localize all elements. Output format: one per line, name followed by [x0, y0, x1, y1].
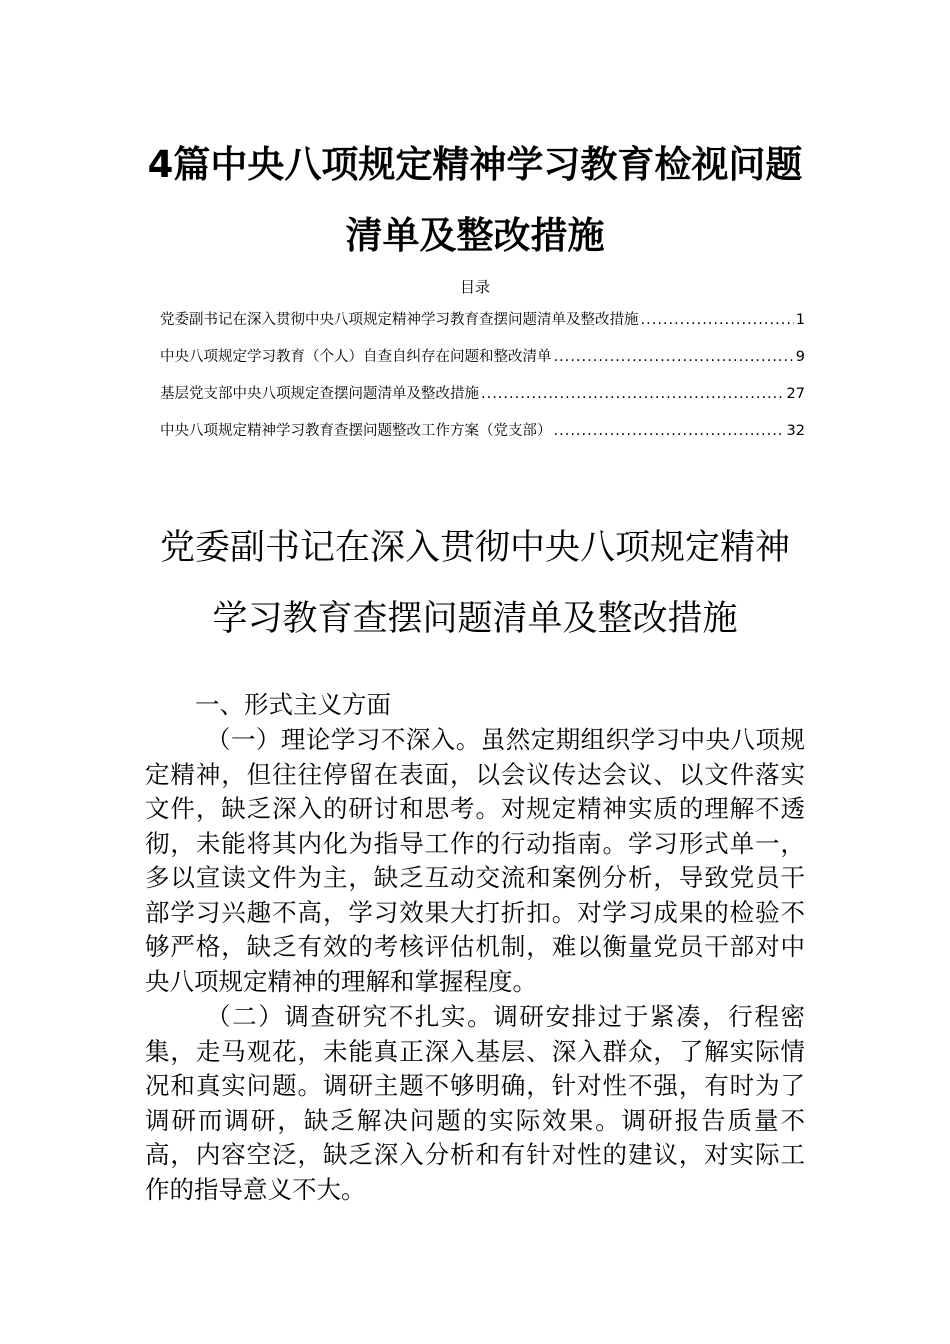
- toc-leader-dots: [554, 345, 794, 369]
- toc-heading: 目录: [459, 278, 490, 296]
- toc-page-number: 9: [795, 349, 805, 365]
- toc-leader-dots: [641, 308, 794, 332]
- toc-leader-dots: [481, 382, 785, 406]
- toc-entry-text: 党委副书记在深入贯彻中央八项规定精神学习教育查摆问题清单及整改措施: [160, 312, 639, 328]
- toc-entry-3[interactable]: [160, 382, 805, 419]
- toc-page-number: 32: [786, 423, 805, 439]
- section-title-line-2: 学习教育查摆问题清单及整改措施: [212, 599, 738, 639]
- toc-entry-2[interactable]: [160, 345, 805, 382]
- main-title-line-2: 清单及整改措施: [345, 214, 605, 257]
- toc-entry-4[interactable]: [160, 419, 805, 456]
- toc-entry-text: 中央八项规定学习教育（个人）自查自纠存在问题和整改清单: [160, 349, 552, 365]
- table-of-contents: [160, 308, 805, 456]
- toc-entry-text: 中央八项规定精神学习教育查摆问题整改工作方案（党支部）: [160, 423, 552, 439]
- toc-leader-dots: [554, 419, 785, 443]
- toc-entry-text: 基层党支部中央八项规定查摆问题清单及整改措施: [160, 386, 479, 402]
- toc-entry-1[interactable]: [160, 308, 805, 345]
- toc-page-number: 27: [786, 386, 805, 402]
- toc-page-number: 1: [795, 312, 805, 328]
- main-title-line-1: 4篇中央八项规定精神学习教育检视问题: [147, 143, 803, 186]
- subsection-heading: 一、形式主义方面: [195, 690, 391, 719]
- section-title-line-1: 党委副书记在深入贯彻中央八项规定精神: [159, 528, 790, 568]
- body-paragraph-2: （二）调查研究不扎实。调研安排过于紧凑，行程密集，走马观花，未能真正深入基层、深入群众，了解实际情况和真实问题。调研主题不够明确，针对性不强，有时为了调研而调研，缺乏解决问题的实际效果。调研报告质量不高，内容空泛，缺乏深入分析和有针对性的建议，对实际工作的指导意义不大。: [145, 1002, 805, 1204]
- body-paragraph-1: （一）理论学习不深入。虽然定期组织学习中央八项规定精神，但往往停留在表面，以会议传达会议、以文件落实文件，缺乏深入的研讨和思考。对规定精神实质的理解不透彻，未能将其内化为指导工作的行动指南。学习形式单一，多以宣读文件为主，缺乏互动交流和案例分析，导致党员干部学习兴趣不高，学习效果大打折扣。对学习成果的检验不够严格，缺乏有效的考核评估机制，难以衡量党员干部对中央八项规定精神的理解和掌握程度。: [145, 725, 805, 996]
